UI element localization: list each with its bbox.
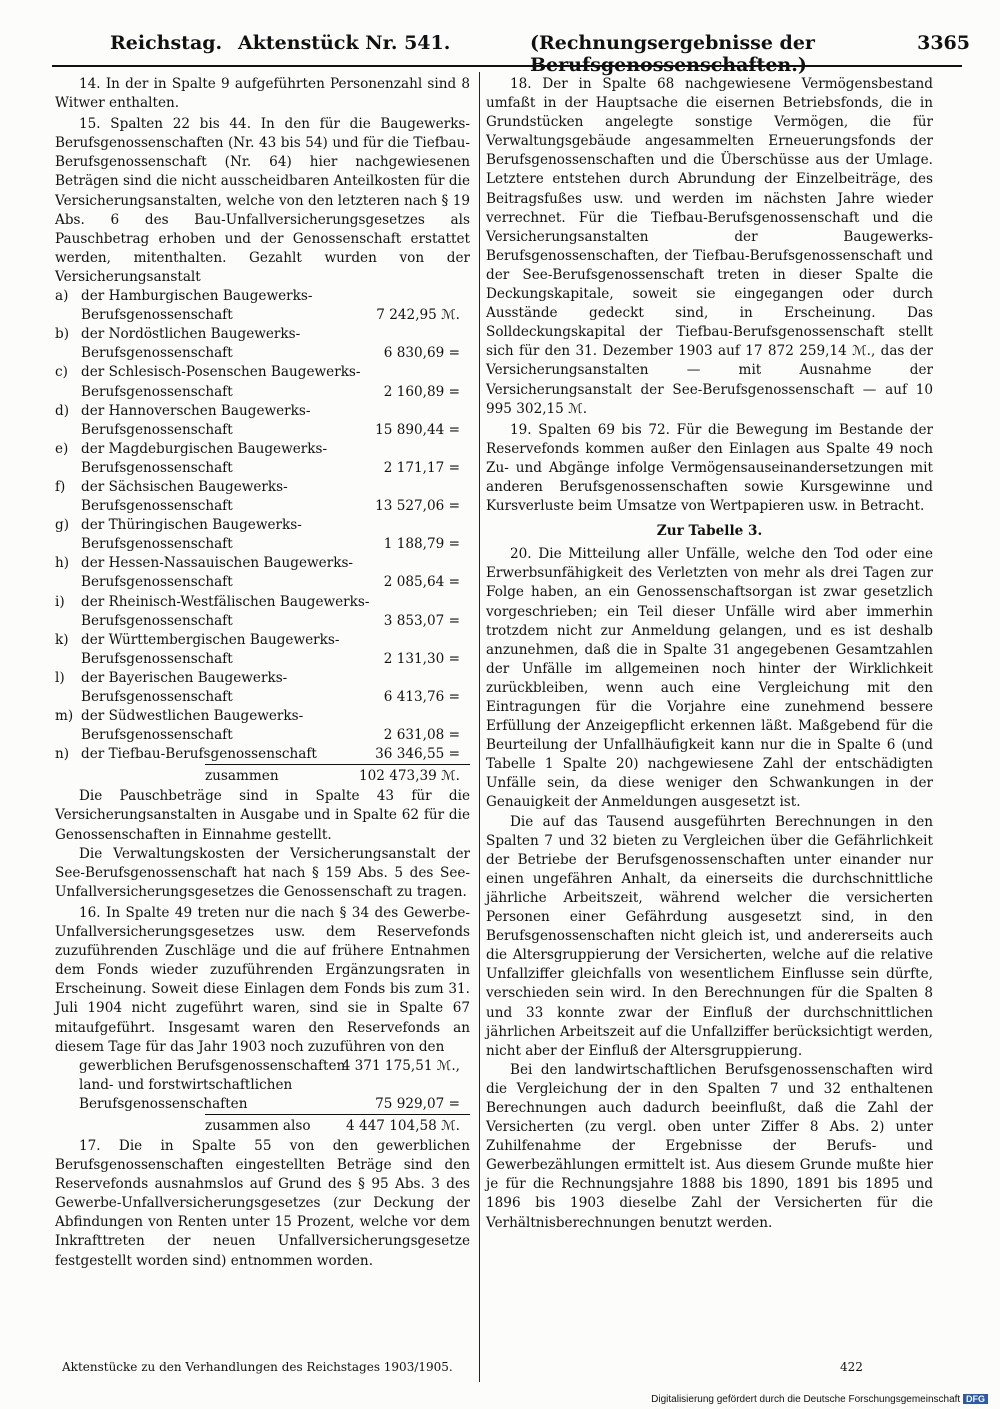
p16-line-value: 75 929,07 = [375, 1095, 460, 1112]
header-aktenstueck: Aktenstück Nr. 541. [238, 32, 451, 54]
paragraph-landwirtschaftlich: Bei den landwirtschaftlichen Berufsgenossenschaften wird die Vergleichung der in den Spalten 7 und 32 enthaltenen Berechnungen auch dadurch beeinflußt, daß die Zahl der Versicherten (zu vergl. oben unter Ziffer 8 Abs. 2) unter Zuhilfenahme der Ergebnisse der Berufs- und Gewerbezählungen ermittelt ist. Aus diesem Grunde mußte hier je für die Rechnungsjahre 1888 bis 1890, 1891 bis 1895 und 1896 bis 1903 dieselbe Zahl der Versicherten für die Verhältnisberechnungen benutzt werden. [486, 1061, 933, 1231]
list-item [55, 516, 470, 554]
paragraph-verwaltungskosten: Die Verwaltungskosten der Versicherungsanstalt der See-Berufsgenossenschaft hat nach § 159 Abs. 5 des See-Unfallversicherungsgesetzes die Genossenschaft zu tragen. [55, 845, 470, 900]
list-item-text: der Hessen-Nassauischen Baugewerks-Berufsgenossenschaft [81, 555, 354, 591]
list-item-label: n) [55, 746, 70, 763]
list-item-label: a) [55, 288, 69, 305]
list-item-label: k) [55, 631, 69, 648]
list-item-label: h) [55, 555, 70, 572]
credit-text: Digitalisierung gefördert durch die Deutsche Forschungsgemeinschaft [651, 1394, 961, 1405]
list-item-value: 13 527,06 = [375, 498, 460, 515]
sum-value: 4 447 104,58 ℳ. [346, 1117, 460, 1134]
footer-page-number: 422 [840, 1360, 863, 1374]
list-item-text: der Magdeburgischen Baugewerks-Berufsgenossenschaft [81, 440, 328, 476]
list-item-value: 2 085,64 = [383, 574, 460, 591]
paragraph-17: 17. Die in Spalte 55 von den gewerblichen Berufsgenossenschaften eingestellten Beträge sind den Reservefonds ausnahmslos auf Grund des § 95 Abs. 3 des Gewerbe-Unfallversicherungsgesetzes (zur Deckung der Abfindungen von Renten unter 15 Prozent, welche vor dem Inkrafttreten der neuen Unfallversicherungsgesetze festgestellt worden sind) entnommen worden. [55, 1137, 470, 1269]
list-item-text: der Nordöstlichen Baugewerks-Berufsgenossenschaft [81, 326, 301, 362]
p16-line-landwirtschaftlich [79, 1076, 470, 1114]
p16-line-text: gewerblichen Berufsgenossenschaften [79, 1057, 346, 1074]
list-item-label: d) [55, 402, 70, 419]
list-item [55, 287, 470, 325]
list-item-text: der Schlesisch-Posenschen Baugewerks-Berufsgenossenschaft [81, 364, 361, 400]
list-item [55, 440, 470, 478]
list-item-text: der Hamburgischen Baugewerks-Berufsgenossenschaft [81, 288, 313, 324]
list-item [55, 325, 470, 363]
list-item-n [55, 745, 470, 764]
sum-row-also [205, 1114, 470, 1137]
paragraph-18: 18. Der in Spalte 68 nachgewiesene Vermögensbestand umfaßt in der Hauptsache die eisernen Betriebsfonds, die in Grundstücken angelegte sonstige Vermögen, die für Verwaltungsgebäude angesammelten Erneuerungsfonds der Berufsgenossenschaften und die Überschüsse aus der Umlage. Letztere entstehen durch Abrundung der Einzelbeiträge, des Beitragsfußes usw. und werden im nächsten Jahre wieder verrechnet. Für die Tiefbau-Berufsgenossenschaft und die Versicherungsanstalten der Baugewerks-Berufsgenossenschaften, der Tiefbau-Berufsgenossenschaft und der See-Berufsgenossenschaft treten in dieser Spalte die Deckungskapitale, soweit sie eingegangen oder durch Ausstände gedeckt sind, in Erscheinung. Das Solldeckungskapital der Tiefbau-Berufsgenossenschaft stellt sich für den 31. Dezember 1903 auf 17 872 259,14 ℳ., das der Versicherungsanstalten — mit Ausnahme der Versicherungsanstalt der See-Berufsgenossenschaft — auf 10 995 302,15 ℳ. [486, 76, 933, 417]
header-page-number: 3365 [917, 32, 970, 54]
list-item-value: 2 160,89 = [383, 383, 460, 400]
list-item-text: der Rheinisch-Westfälischen Baugewerks-Berufsgenossenschaft [81, 593, 370, 629]
list-item [55, 669, 470, 707]
p16-line-gewerblich [55, 1057, 470, 1076]
list-item-value: 36 346,55 = [375, 746, 460, 763]
list-item-label: e) [55, 440, 69, 457]
sum-value: 102 473,39 ℳ. [358, 768, 460, 785]
list-item [55, 707, 470, 745]
payment-list [55, 287, 470, 745]
list-item-label: l) [55, 669, 65, 686]
left-column [55, 75, 470, 1271]
paragraph-19: 19. Spalten 69 bis 72. Für die Bewegung im Bestande der Reservefonds kommen außer den Einlagen aus Spalte 49 noch Zu- und Abgänge infolge Vermögensauseinandersetzungen mit anderen Berufsgenossenschaften sowie Kursgewinne und Kursverluste beim Umsatze von Wertpapieren usw. in Betracht. [486, 421, 933, 515]
header-reichstag: Reichstag. [110, 32, 223, 54]
list-item-label: b) [55, 326, 70, 343]
p16-line-value: 4 371 175,51 ℳ., [341, 1057, 460, 1074]
list-item [55, 363, 470, 401]
header-rule [52, 65, 962, 67]
list-item-value: 2 631,08 = [383, 727, 460, 744]
footer-source: Aktenstücke zu den Verhandlungen des Reichstages 1903/1905. [62, 1360, 453, 1374]
list-item-label: f) [55, 478, 66, 495]
paragraph-16: 16. In Spalte 49 treten nur die nach § 34 des Gewerbe-Unfallversicherungsgesetzes usw. dem Reservefonds zuzuführenden Zuschläge und die auf frühere Entnahmen dem Fonds wieder zuzuführenden Ergänzungsraten in Erscheinung. Soweit diese Einlagen dem Fonds bis zum 31. Juli 1904 nicht zugeführt waren, sind sie in Spalte 67 mitaufgeführt. Insgesamt waren den Reservefonds an diesem Tage für das Jahr 1903 noch zuzuführen von den [55, 904, 470, 1055]
list-item [55, 478, 470, 516]
column-divider [479, 72, 480, 1382]
digitization-credit [651, 1394, 988, 1405]
list-item-value: 1 188,79 = [383, 536, 460, 553]
list-item [55, 593, 470, 631]
dfg-logo: DFG [963, 1394, 988, 1404]
list-item-text: der Bayerischen Baugewerks-Berufsgenossenschaft [81, 669, 288, 705]
paragraph-tausend: Die auf das Tausend ausgeführten Berechnungen in den Spalten 7 und 32 bieten zu Vergleichen über die Gefährlichkeit der Betriebe der Berufsgenossenschaften unter einander nur einen ungefähren Anhalt, da einerseits die durchschnittliche jährliche Arbeitszeit, während welcher die versicherten Personen einer Gefährdung ausgesetzt sind, in den Berufsgenossenschaften nicht gleich ist, und andererseits auch die Altersgruppierung der Versicherten, welche auf die relative Unfallziffer gleichfalls von wesentlichem Einflusse sein dürfte, verschieden sein wird. In den Berechnungen für die Spalten 8 und 33 konnte zwar der Einfluß der durchschnittlichen jährlichen Arbeitszeit auf die Unfallziffer berücksichtigt werden, nicht aber der Einfluß der Altersgruppierung. [486, 813, 933, 1059]
paragraph-20: 20. Die Mitteilung aller Unfälle, welche den Tod oder eine Erwerbsunfähigkeit des Verletzten von mehr als drei Tagen zur Folge haben, an ein Genossenschaftsorgan ist zwar gesetzlich vorgeschrieben; ein Teil dieser Unfälle wird aber immerhin trotzdem nicht zur Anmeldung gelangen, und es ist deshalb anzunehmen, daß die in Spalte 31 angegebenen Gesamtzahlen der Unfälle im allgemeinen noch hinter der Wirklichkeit zurückbleiben, wenn auch eine Vergleichung mit den Eintragungen für die Vorjahre eine zunehmend bessere Erfüllung der Anzeigepflicht erkennen läßt. Maßgebend für die Beurteilung der Unfallhäufigkeit kann nur die in Spalte 6 (und Tabelle 1 Spalte 20) nachgewiesene Zahl der entschädigten Unfälle sein, da diese weniger den Schwankungen in der Genauigkeit der Anmeldungen ausgesetzt ist. [486, 546, 933, 811]
list-item-value: 6 413,76 = [383, 689, 460, 705]
list-item-value: 6 830,69 = [383, 345, 460, 362]
list-item-label: c) [55, 364, 68, 381]
list-item-label: i) [55, 593, 65, 610]
right-column [486, 75, 933, 1233]
paragraph-15: 15. Spalten 22 bis 44. In den für die Baugewerks-Berufsgenossenschaften (Nr. 43 bis 54) und für die Tiefbau-Berufsgenossenschaft (Nr. 64) hier nachgewiesenen Beträgen sind die nicht ausscheidbaren Anteilkosten für die Versicherungsanstalten, welche von den letzteren nach § 19 Abs. 6 des Bau-Unfallversicherungsgesetzes als Pauschbetrag erhoben und der Genossenschaft erstattet werden, mitenthalten. Gezahlt wurden von der Versicherungsanstalt [55, 116, 470, 285]
paragraph-14: 14. In der in Spalte 9 aufgeführten Personenzahl sind 8 Witwer enthalten. [55, 76, 470, 112]
list-item [55, 631, 470, 669]
list-item-text: der Thüringischen Baugewerks-Berufsgenossenschaft [81, 517, 302, 553]
list-item-value: 7 242,95 ℳ. [376, 307, 460, 324]
list-item-text: der Sächsischen Baugewerks-Berufsgenossenschaft [81, 478, 288, 515]
list-item-value: 2 171,17 = [383, 459, 460, 476]
list-item-value: 2 131,30 = [383, 650, 460, 667]
header-subject: (Rechnungsergebnisse der Berufsgenossenschaften.) [530, 32, 815, 76]
p16-line-text: land- und forstwirtschaftlichen Berufsgenossenschaften [79, 1076, 293, 1112]
list-item-text: der Südwestlichen Baugewerks-Berufsgenossenschaft [81, 708, 304, 744]
page-header [110, 30, 970, 76]
list-item-text: der Tiefbau-Berufsgenossenschaft [81, 746, 317, 763]
list-item-value: 3 853,07 = [383, 612, 460, 629]
sum-label: zusammen [205, 768, 279, 785]
list-item-text: der Hannoverschen Baugewerks-Berufsgenossenschaft [81, 402, 311, 438]
sum-row [205, 764, 470, 787]
paragraph-pauschbetraege: Die Pauschbeträge sind in Spalte 43 für die Versicherungsanstalten in Ausgabe und in Spalte 62 für die Genossenschaften in Einnahme gestellt. [55, 788, 470, 843]
sum-label: zusammen also [205, 1117, 311, 1134]
section-heading-tabelle-3: Zur Tabelle 3. [656, 523, 763, 540]
list-item-label: m) [55, 708, 74, 725]
list-item-label: g) [55, 517, 70, 534]
list-item-text: der Württembergischen Baugewerks-Berufsgenossenschaft [81, 631, 340, 667]
list-item [55, 554, 470, 592]
list-item [55, 402, 470, 440]
list-item-value: 15 890,44 = [375, 421, 460, 438]
